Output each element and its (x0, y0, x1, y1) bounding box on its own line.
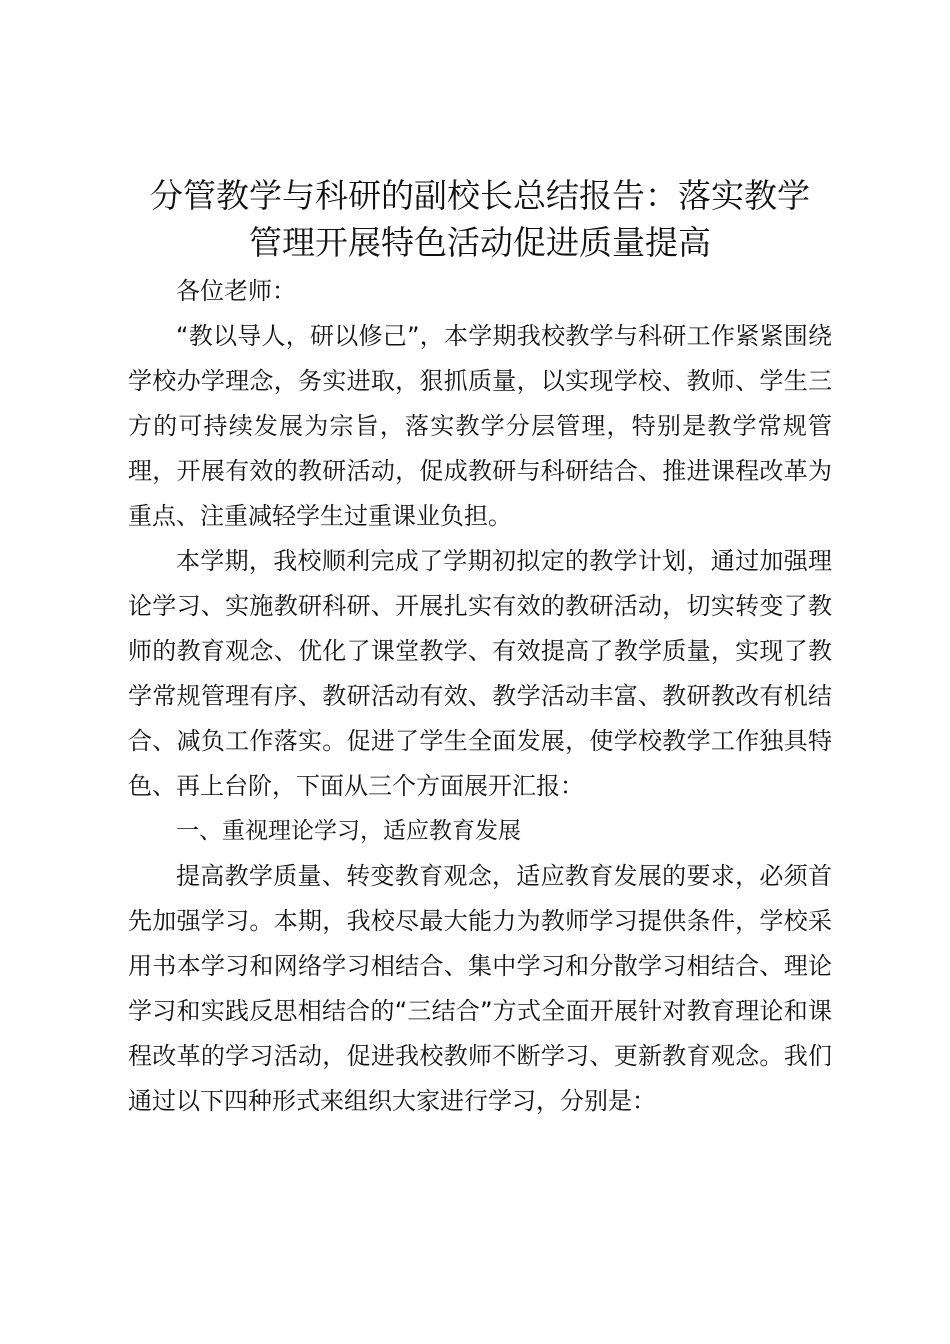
title-line-2: 管理开展特色活动促进质量提高 (249, 223, 711, 262)
paragraph-intro: “教以导人，研以修己”，本学期我校教学与科研工作紧紧围绕学校办学理念，务实进取，狠抓质量，以实现学校、教师、学生三方的可持续发展为宗旨，落实教学分层管理，特别是教学常规管理，开展有效的教研活动，促成教研与科研结合、推进课程改革为重点、注重减轻学生过重课业负担。 (128, 322, 832, 530)
title-line-1: 分管教学与科研的副校长总结报告：落实教学 (150, 176, 810, 215)
paragraph-summary: 本学期，我校顺利完成了学期初拟定的教学计划，通过加强理论学习、实施教研科研、开展扎实有效的教研活动，切实转变了教师的教育观念、优化了课堂教学、有效提高了教学质量，实现了教学常规管理有序、教研活动有效、教学活动丰富、教研教改有机结合、减负工作落实。促进了学生全面发展，使学校教学工作独具特色、再上台阶，下面从三个方面展开汇报： (128, 547, 832, 800)
document-title (128, 172, 832, 266)
document-page (128, 172, 832, 1124)
section-heading-1: 一、重视理论学习，适应教育发展 (176, 818, 521, 844)
salutation: 各位老师： (176, 277, 296, 305)
paragraph-section-1: 提高教学质量、转变教育观念，适应教育发展的要求，必须首先加强学习。本期，我校尽最大能力为教师学习提供条件，学校采用书本学习和网络学习相结合、集中学习和分散学习相结合、理论学习和实践反思相结合的“三结合”方式全面开展针对教育理论和课程改革的学习活动，促进我校教师不断学习、更新教育观念。我们通过以下四种形式来组织大家进行学习，分别是： (128, 862, 832, 1115)
document-body (128, 269, 832, 1124)
